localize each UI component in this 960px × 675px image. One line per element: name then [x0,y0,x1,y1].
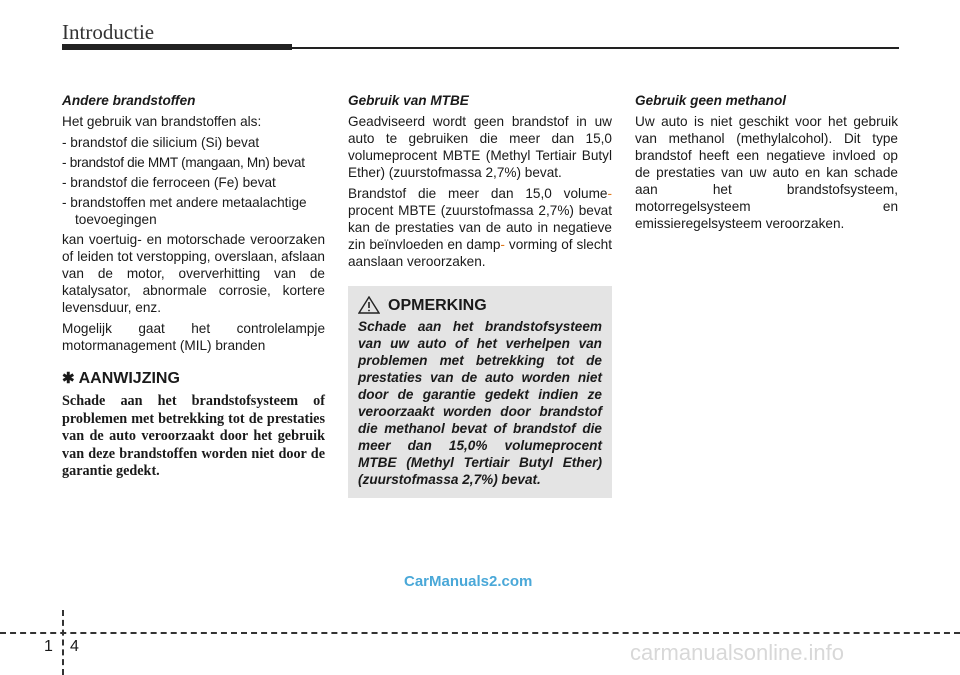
column-1 [62,92,325,481]
hyphen-mark: - [500,237,505,252]
column-3 [635,92,898,236]
cross-icon: ✱ [62,370,75,387]
list-item: - brandstoffen met andere metaalachtige toevoegingen [62,195,307,227]
paragraph: kan voertuig- en motorschade veroorzaken of leiden tot verstopping, overslaan, afslaan van de motor, oververhitting van de katalysator, abnormale corrosie, kortere levensduur, enz. [62,232,325,315]
paragraph: Geadviseerd wordt geen brandstof in uw auto te gebruiken die meer dan 15,0 volumeprocent MBTE (Methyl Tertiair Butyl Ether) (zuurstofmassa 2,7%) bevat. [348,114,612,180]
note-body: Schade aan het brandstofsysteem van uw auto of het verhelpen van problemen met betrekking tot de prestaties van de auto worden niet door de garantie gedekt indien ze veroorzaakt worden door brandstof die methanol bevat of brandstof die meer dan 15,0% volumeprocent MTBE (Methyl Tertiair Butyl Ether) (zuurstofmassa 2,7%) bevat. [358,319,602,487]
paragraph-part: procent MBTE (zuurstofmassa 2,7%) bevat kan de prestaties van de auto in negatieve zin beïnvloeden en damp [348,203,612,252]
page-header-title: Introductie [62,20,155,44]
intro-text: Het gebruik van brandstoffen als: [62,114,262,129]
list-item: - brandstof die silicium (Si) bevat [62,135,260,150]
watermark-link[interactable]: CarManuals2.com [404,573,533,590]
hyphen-mark: - [607,186,612,201]
paragraph-part: vorming of slecht aanslaan veroorzaken. [348,237,612,269]
note-box [348,286,612,498]
page-number: 4 [70,638,79,655]
column-2 [348,92,612,498]
alert-triangle-icon [358,296,380,314]
footer-vertical-divider [62,610,64,675]
chapter-number: 1 [44,638,53,655]
section-title-other-fuels: Andere brandstoffen [62,93,196,108]
header-bar-thick [62,44,292,50]
footer-divider [0,632,960,634]
warning-body: Schade aan het brandstofsysteem of problemen met betrekking tot de prestaties van de auto veroorzaakt door het gebruik van deze brandstoffen worden niet door de garantie gedekt. [62,393,325,479]
header-bar-thin [292,47,899,49]
section-title-methanol: Gebruik geen methanol [635,93,787,108]
footer-site-watermark: carmanualsonline.info [630,640,845,665]
paragraph [348,185,612,270]
list-item: - brandstof die ferroceen (Fe) bevat [62,175,276,190]
note-title-text: OPMERKING [388,296,487,314]
list-item: - brandstof die MMT (mangaan, Mn) bevat [62,155,305,170]
warning-title-text: AANWIJZING [78,370,180,387]
note-title [358,296,602,314]
warning-title [62,370,325,387]
paragraph-part: Brandstof die meer dan 15,0 volume [348,186,608,201]
paragraph: Mogelijk gaat het controlelampje motormanagement (MIL) branden [62,321,325,353]
section-title-mtbe: Gebruik van MTBE [348,93,469,108]
paragraph: Uw auto is niet geschikt voor het gebruik van methanol (methylalcohol). Dit type brandstof heeft een negatieve invloed op de prestaties van uw auto en kan schade aan het brandstofsysteem, motorregelsysteem en emissieregelsysteem veroorzaken. [635,114,898,231]
